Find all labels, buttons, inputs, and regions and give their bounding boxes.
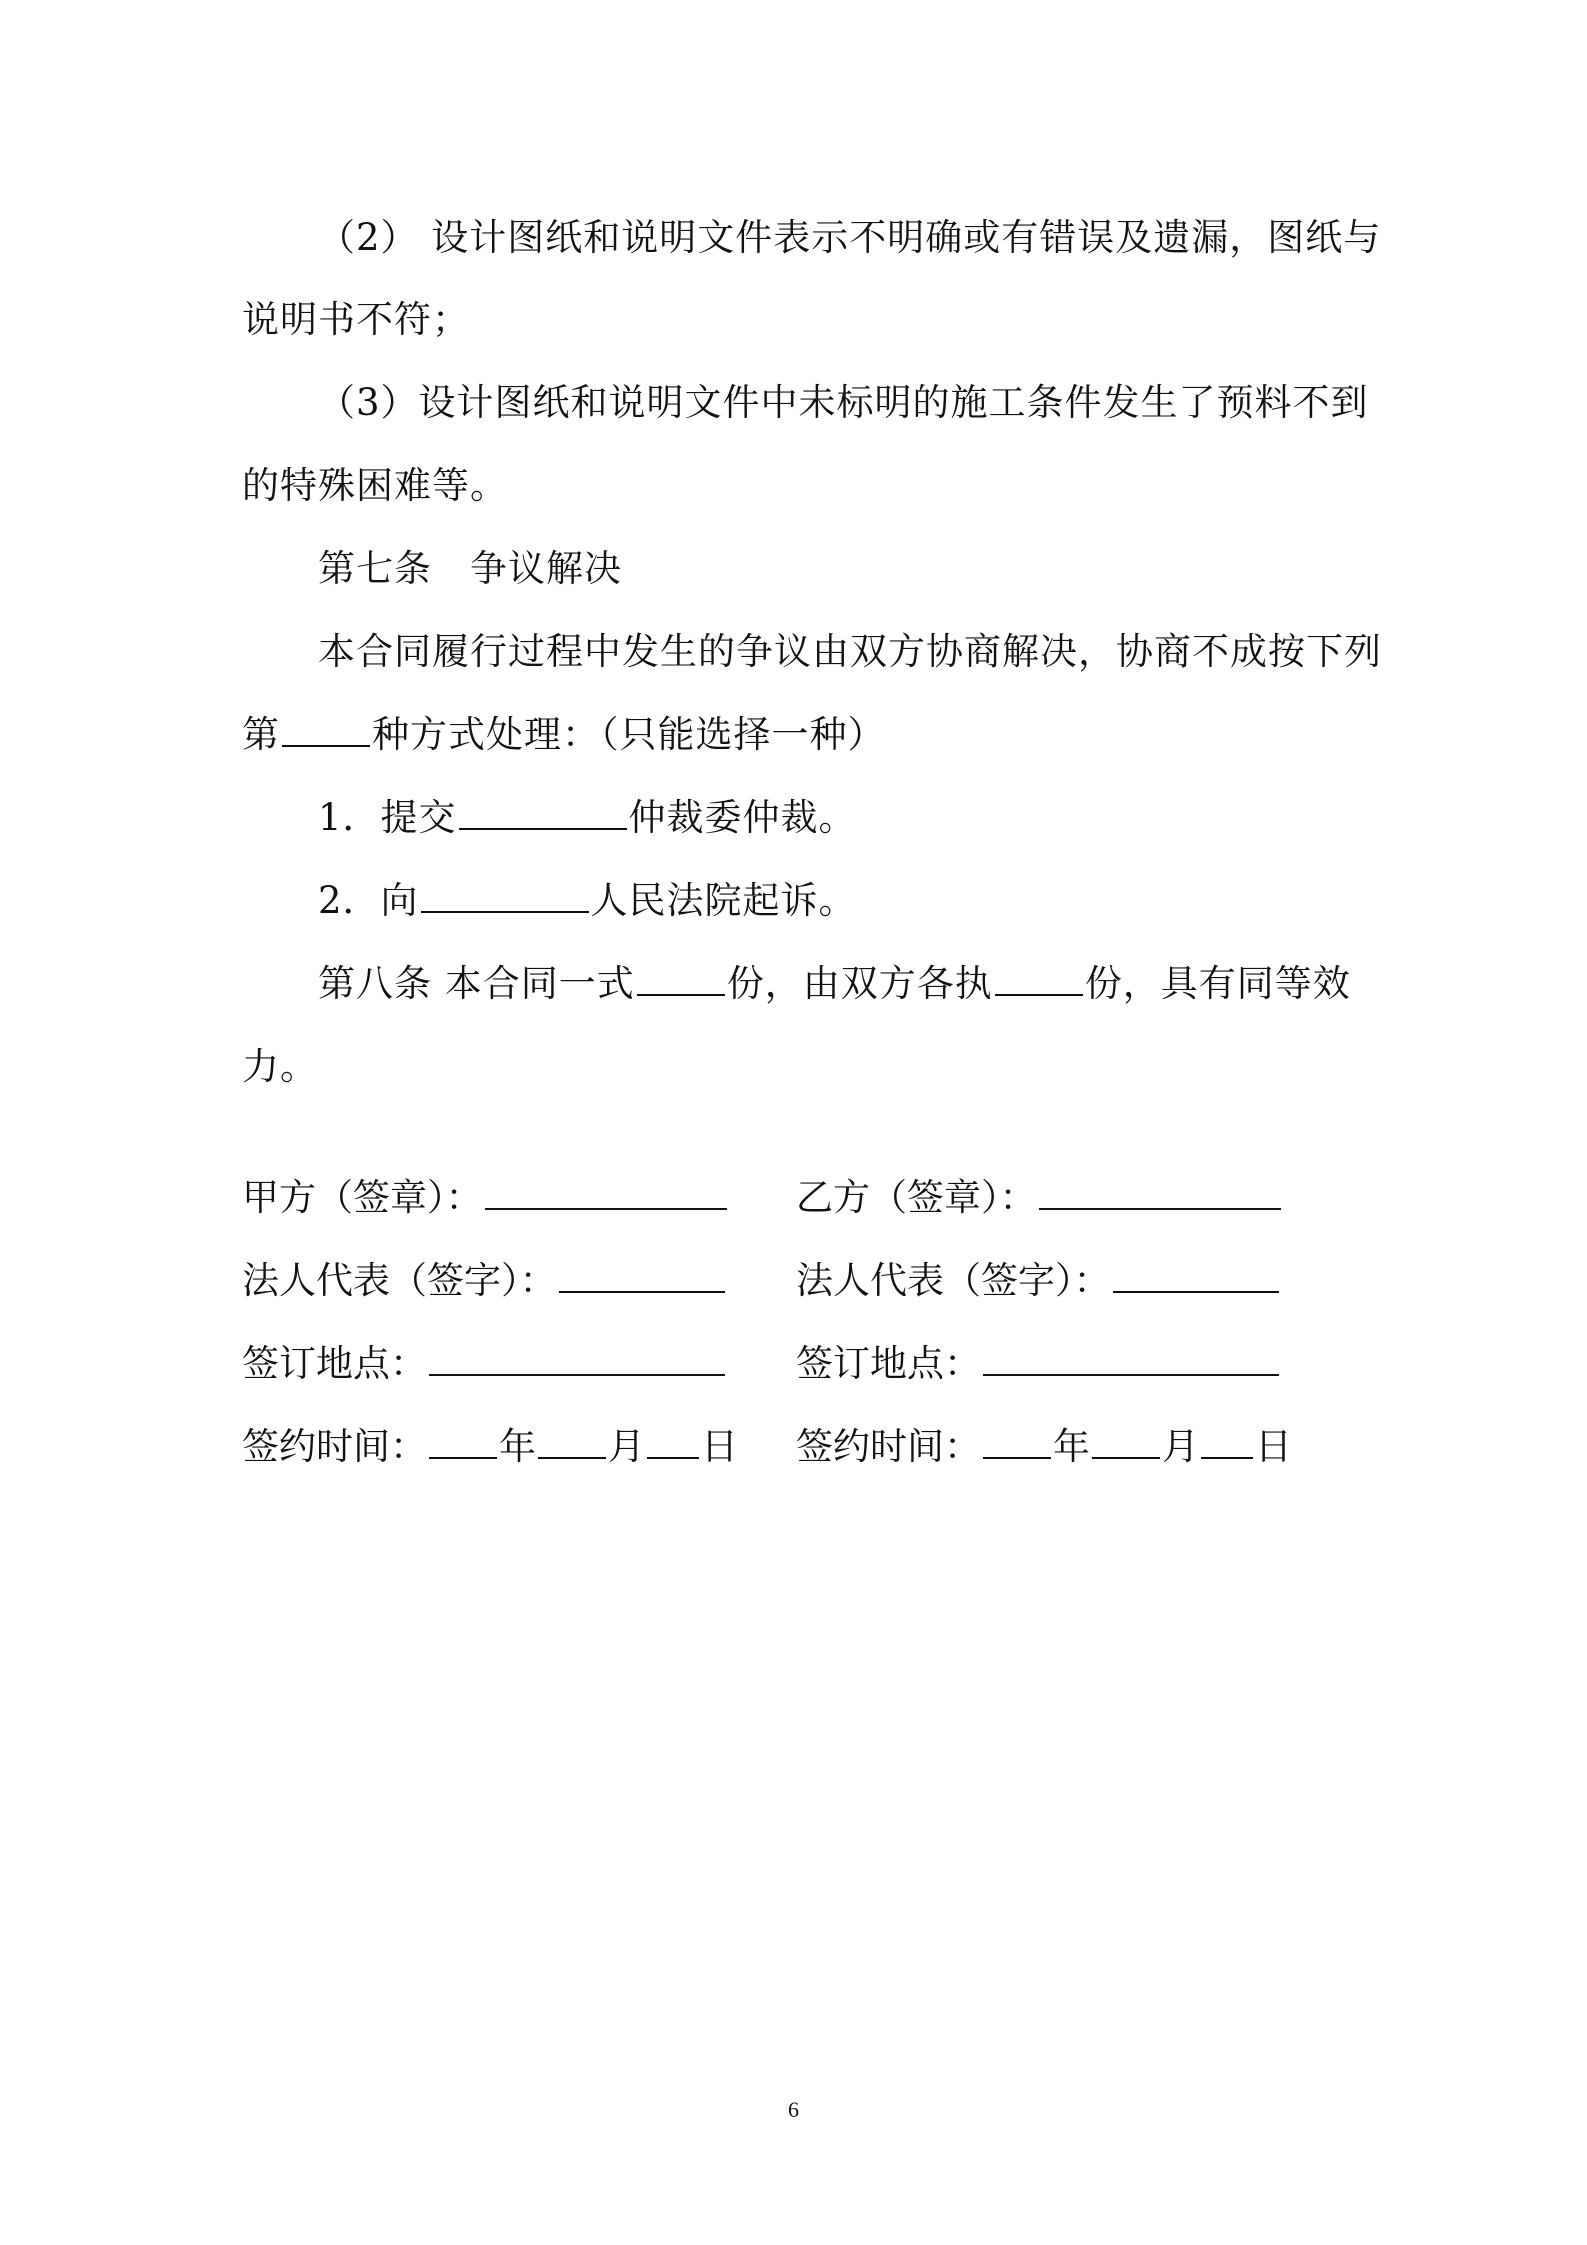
option-2-suffix: 人民法院起诉。	[590, 879, 857, 922]
year-b-blank[interactable]	[983, 1425, 1051, 1459]
place-b-row	[796, 1342, 1281, 1386]
party-a-seal-blank[interactable]	[485, 1176, 727, 1210]
option-2-prefix: 2．向	[318, 879, 419, 922]
month-a-blank[interactable]	[538, 1425, 606, 1459]
article-8-line-1	[318, 962, 1351, 1006]
article-7-body-line-1: 本合同履行过程中发生的争议由双方协商解决，协商不成按下列	[318, 630, 1382, 673]
article-7-option-1	[318, 796, 857, 840]
option-1-prefix: 1．提交	[318, 796, 457, 839]
day-a-label: 日	[701, 1425, 738, 1468]
article-7-body-line-2-prefix: 第	[242, 713, 280, 756]
legal-rep-b-row	[796, 1259, 1281, 1303]
party-b-seal-row	[796, 1176, 1283, 1220]
legal-rep-b-blank[interactable]	[1113, 1259, 1279, 1293]
item-2-line-1: （2） 设计图纸和说明文件表示不明确或有错误及遗漏，图纸与	[318, 216, 1382, 259]
year-b-label: 年	[1053, 1425, 1090, 1468]
arbitration-commission-blank[interactable]	[459, 796, 627, 830]
place-a-label: 签订地点：	[242, 1342, 427, 1385]
article-7-body-line-2-suffix: 种方式处理：（只能选择一种）	[372, 713, 886, 756]
month-b-label: 月	[1162, 1425, 1199, 1468]
day-a-blank[interactable]	[647, 1425, 699, 1459]
month-a-label: 月	[608, 1425, 645, 1468]
article-8-middle: 份，由双方各执	[726, 962, 993, 1005]
court-name-blank[interactable]	[421, 879, 589, 913]
year-a-blank[interactable]	[429, 1425, 497, 1459]
item-3-line-1: （3）设计图纸和说明文件中未标明的施工条件发生了预料不到	[318, 381, 1369, 424]
day-b-label: 日	[1255, 1425, 1292, 1468]
article-7-option-2	[318, 879, 857, 923]
copies-each-blank[interactable]	[995, 962, 1083, 996]
time-b-label: 签约时间：	[796, 1425, 981, 1468]
article-7-body-line-2	[242, 713, 886, 757]
article-8-suffix: 份，具有同等效	[1084, 962, 1351, 1005]
time-b-row	[796, 1425, 1292, 1469]
place-b-label: 签订地点：	[796, 1342, 981, 1385]
item-2-line-2: 说明书不符；	[242, 298, 470, 341]
article-8-line-2: 力。	[242, 1045, 318, 1088]
legal-rep-a-blank[interactable]	[559, 1259, 725, 1293]
month-b-blank[interactable]	[1092, 1425, 1160, 1459]
party-a-seal-label: 甲方（签章）：	[242, 1176, 483, 1219]
party-b-seal-blank[interactable]	[1039, 1176, 1281, 1210]
legal-rep-b-label: 法人代表（签字）：	[796, 1259, 1111, 1302]
place-a-row	[242, 1342, 727, 1386]
party-b-seal-label: 乙方（签章）：	[796, 1176, 1037, 1219]
option-1-suffix: 仲裁委仲裁。	[628, 796, 857, 839]
page-number: 6	[788, 2097, 799, 2122]
place-a-blank[interactable]	[429, 1342, 725, 1376]
year-a-label: 年	[499, 1425, 536, 1468]
party-a-seal-row	[242, 1176, 729, 1220]
article-7-heading: 第七条 争议解决	[318, 547, 622, 590]
legal-rep-a-row	[242, 1259, 727, 1303]
item-3-line-2: 的特殊困难等。	[242, 464, 508, 507]
article-8-prefix: 第八条 本合同一式	[318, 962, 635, 1005]
time-a-row	[242, 1425, 738, 1469]
total-copies-blank[interactable]	[637, 962, 725, 996]
legal-rep-a-label: 法人代表（签字）：	[242, 1259, 557, 1302]
place-b-blank[interactable]	[983, 1342, 1279, 1376]
dispute-method-blank[interactable]	[282, 713, 370, 747]
day-b-blank[interactable]	[1201, 1425, 1253, 1459]
time-a-label: 签约时间：	[242, 1425, 427, 1468]
